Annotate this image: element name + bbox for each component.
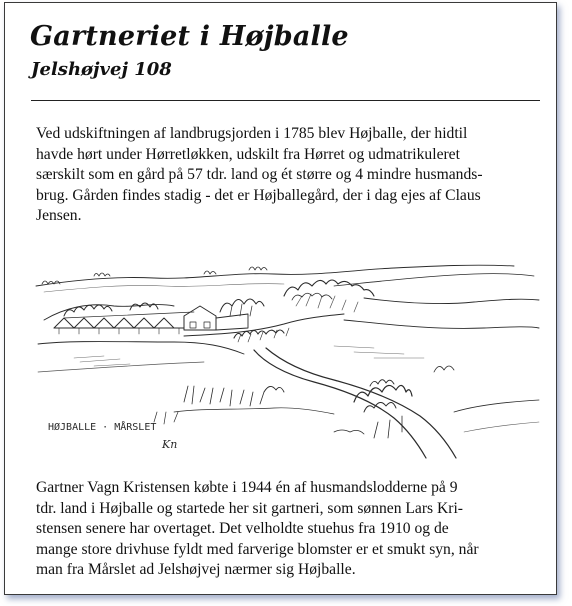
article-subtitle: Jelshøjvej 108	[31, 59, 172, 80]
sketch-caption: HØJBALLE · MÅRSLET	[48, 422, 157, 433]
paragraph-gardener	[36, 478, 546, 581]
paragraph-line: stensen senere har overtaget. Det velholdte stuehus fra 1910 og de	[36, 520, 449, 537]
paragraph-line: brug. Gården findes stadig - det er Højballegård, der i dag ejes af Claus	[36, 186, 481, 204]
paragraph-line: mange store drivhuse fyldt med farverige blomster er et smukt syn, når	[36, 540, 479, 558]
paragraph-line: Gartner Vagn Kristensen købte i 1944 én af husmandslodderne på 9	[36, 479, 458, 496]
paragraph-intro	[36, 124, 546, 227]
paragraph-line: særskilt som en gård på 57 tdr. land og ét større og 4 mindre husmands-	[36, 166, 483, 183]
title-divider	[31, 100, 540, 101]
paragraph-line: man fra Mårslet ad Jelshøjvej nærmer sig Højballe.	[36, 561, 356, 578]
paragraph-line: havde hørt under Hørretløkken, udskilt fra Hørret og udmatrikuleret	[36, 145, 460, 163]
landscape-sketch	[34, 262, 540, 460]
article-title: Gartneriet i Højballe	[30, 21, 349, 52]
landscape-sketch-drawing	[34, 262, 540, 460]
paragraph-line: Ved udskiftningen af landbrugsjorden i 1785 blev Højballe, der hidtil	[36, 125, 468, 142]
sketch-signature: Kn	[162, 438, 178, 451]
paragraph-line: Jensen.	[36, 207, 82, 224]
paragraph-line: tdr. land i Højballe og startede her sit gartneri, som sønnen Lars Kri-	[36, 499, 463, 517]
